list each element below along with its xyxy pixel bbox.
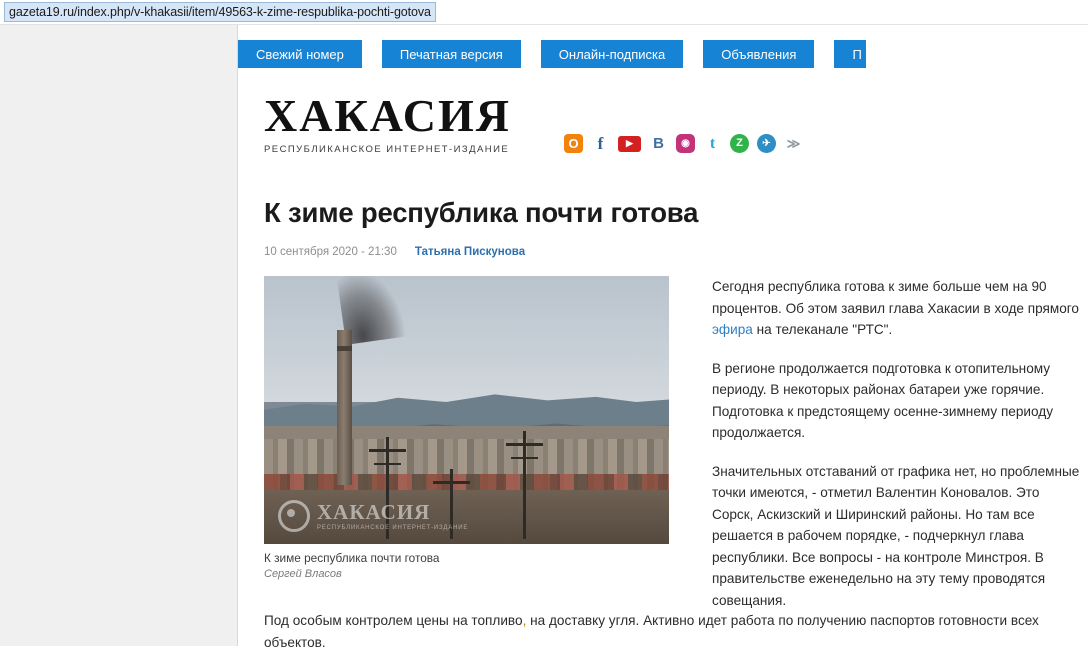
figure-credit: Сергей Власов <box>264 568 342 580</box>
nav-button-print-version[interactable] <box>382 40 521 68</box>
page-content-column <box>238 24 1088 650</box>
rss-glyph: ≫ <box>786 136 801 151</box>
instagram-glyph: ◉ <box>681 137 690 149</box>
vkontakte-icon[interactable] <box>649 134 668 153</box>
article-paragraph-below-figure <box>264 610 1054 654</box>
photo-pole-crossarm <box>511 457 538 459</box>
telegram-icon[interactable] <box>757 134 776 153</box>
paragraph-comma-highlight: , <box>522 613 527 628</box>
watermark-logo-icon <box>278 500 310 532</box>
photo-pole-crossarm <box>506 443 543 446</box>
article-text-column <box>712 276 1084 628</box>
zen-icon[interactable] <box>730 134 749 153</box>
photo-pole-crossarm <box>374 463 401 465</box>
url-text: gazeta19.ru/index.php/v-khakasii/item/49563-k-zime-respublika-pochti-gotova <box>9 5 431 19</box>
telegram-glyph: ✈ <box>762 137 771 149</box>
page-title: К зиме республика почти готова <box>264 197 699 228</box>
nav-button-label: Объявления <box>721 46 797 62</box>
twitter-glyph: t <box>709 134 716 152</box>
social-links <box>564 134 803 153</box>
facebook-glyph: f <box>597 134 604 153</box>
nav-button-label: Онлайн-подписка <box>558 46 666 62</box>
photo-sky <box>264 276 669 402</box>
facebook-icon[interactable] <box>591 134 610 153</box>
article-paragraph <box>712 276 1084 341</box>
vkontakte-glyph: В <box>653 135 664 152</box>
site-top-navigation <box>238 39 886 69</box>
article-author-link[interactable]: Татьяна Пискунова <box>414 246 526 258</box>
photo-smokestack <box>337 330 352 485</box>
site-logo[interactable] <box>264 92 511 155</box>
webpage-viewport <box>0 24 1088 650</box>
youtube-glyph: ▶ <box>626 138 633 148</box>
zen-glyph: Z <box>736 137 743 149</box>
twitter-icon[interactable] <box>703 134 722 153</box>
instagram-icon[interactable] <box>676 134 695 153</box>
photo-smokestack-band <box>337 346 352 351</box>
paragraph-text-part1: Под особым контролем цены на топливо <box>264 613 523 628</box>
article-photo <box>264 276 669 544</box>
site-masthead <box>264 92 1064 178</box>
nav-button-label: П <box>852 46 862 62</box>
nav-button-partial[interactable] <box>834 40 865 68</box>
article-paragraph: В регионе продолжается подготовка к отопительному периоду. В некоторых районах батареи уже горячие. Подготовка к предстоящему осенне-зимнему периоду продолжается. <box>712 360 1054 440</box>
article-date: 10 сентября 2020 - 21:30 <box>264 246 397 258</box>
article-paragraph: Значительных отставаний от графика нет, но проблемные точки имеются, - отметил Валентин Коновалов. Это Сорск, Аскизский и Ширинский районы. Но там все решается в рабочем порядке, - подчеркнул глава республики. Все вопросы - на контроле Минстроя. В правительстве еженедельно на эту тему проводятся совещания. <box>712 463 1080 608</box>
paragraph-text-before: Сегодня республика готова к зиме больше чем на 90 процентов. Об этом заявил глава Хакасии в ходе прямого <box>712 279 1079 316</box>
paragraph-text-after: на телеканале "РТС". <box>752 322 893 337</box>
photo-watermark <box>278 500 468 532</box>
rss-icon[interactable] <box>784 134 803 153</box>
paragraph-text-part2: на доставку угля. Активно идет работа по получению паспортов готовности всех объектов. <box>264 613 1039 650</box>
youtube-icon[interactable] <box>618 136 641 152</box>
page-left-margin <box>0 24 238 646</box>
nav-button-fresh-issue[interactable] <box>238 40 362 68</box>
broadcast-link[interactable]: эфира <box>712 322 753 337</box>
nav-button-label: Печатная версия <box>399 46 503 62</box>
article-paragraph <box>264 610 1054 654</box>
odnoklassniki-icon[interactable] <box>564 134 583 153</box>
watermark-subtitle: РЕСПУБЛИКАНСКОЕ ИНТЕРНЕТ-ИЗДАНИЕ <box>317 524 469 531</box>
url-input[interactable] <box>4 2 436 22</box>
figure-caption: К зиме республика почти готова <box>264 551 440 565</box>
nav-button-online-subscription[interactable] <box>541 40 683 68</box>
site-logo-title: ХАКАСИЯ <box>264 90 511 141</box>
nav-button-announcements[interactable] <box>703 40 814 68</box>
nav-button-label: Свежий номер <box>256 46 344 62</box>
browser-url-bar <box>0 0 1088 25</box>
odnoklassniki-glyph: О <box>568 136 579 151</box>
watermark-title: ХАКАСИЯ <box>317 499 431 524</box>
site-logo-subtitle: РЕСПУБЛИКАНСКОЕ ИНТЕРНЕТ-ИЗДАНИЕ <box>264 144 510 155</box>
article <box>264 196 1084 650</box>
photo-pole-crossarm <box>369 449 406 452</box>
article-byline <box>264 246 1084 258</box>
photo-pole-crossarm <box>433 481 470 484</box>
photo-utility-pole <box>523 431 526 538</box>
article-figure <box>264 276 669 580</box>
